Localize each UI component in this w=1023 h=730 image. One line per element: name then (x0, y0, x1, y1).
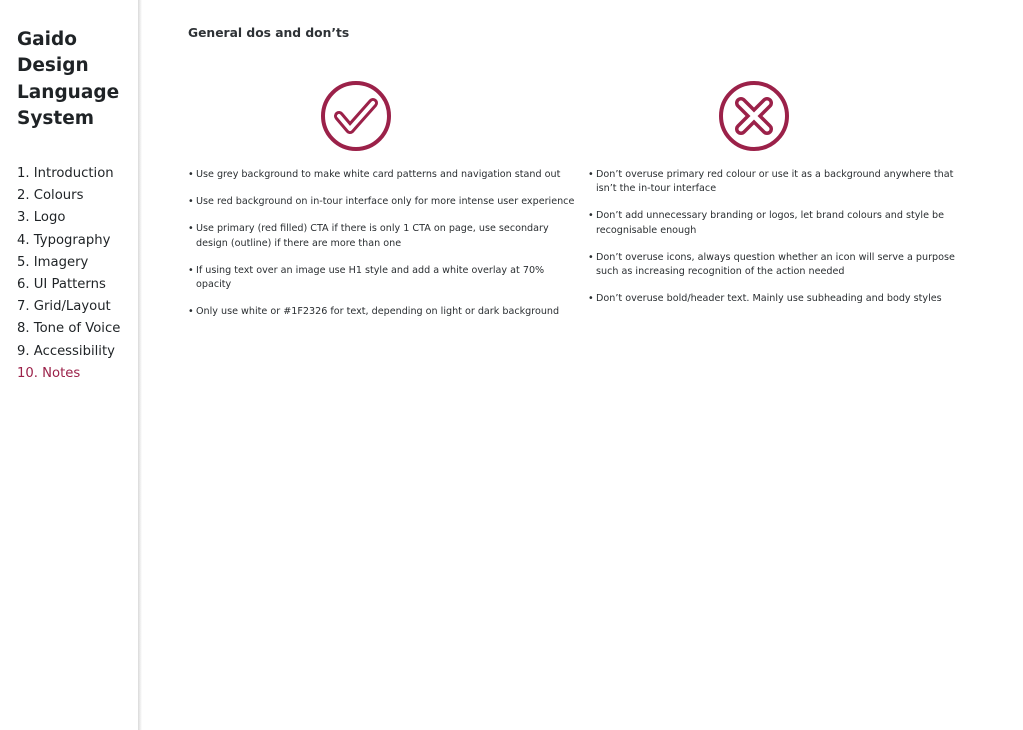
section-title: General dos and don’ts (188, 26, 350, 40)
bullet: • (588, 169, 594, 180)
bullet: • (188, 264, 194, 276)
dont-text: Don’t overuse primary red colour or use it as a background anywhere that isn’t the in-tour interface (596, 169, 954, 195)
list-item (188, 305, 576, 319)
donts-list (588, 168, 976, 319)
brand-title: Gaido Design Language System (17, 29, 120, 129)
sidebar-divider (138, 0, 142, 730)
sidebar-item-tone-of-voice[interactable]: 8. Tone of Voice (17, 321, 121, 337)
bullet: • (588, 251, 594, 263)
do-text: Use red background on in-tour interface only for more intense user experience (196, 196, 575, 208)
x-circle-icon (718, 80, 790, 152)
bullet: • (588, 293, 594, 305)
dont-text: Don’t add unnecessary branding or logos, let brand colours and style be recognisable enough (596, 210, 945, 236)
do-text: If using text over an image use H1 style and add a white overlay at 70% opacity (196, 264, 545, 291)
list-item (588, 209, 976, 237)
check-circle-icon (320, 80, 392, 152)
bullet: • (188, 223, 194, 235)
sidebar-item-typography[interactable]: 4. Typography (17, 232, 111, 248)
dont-text: Don’t overuse icons, always question whether an icon will serve a purpose such as increasing recognition of the action needed (596, 251, 955, 278)
list-item (188, 195, 576, 209)
do-text: Use primary (red filled) CTA if there is only 1 CTA on page, use secondary design (outline) if there are more than one (196, 223, 549, 249)
sidebar-item-logo[interactable]: 3. Logo (17, 210, 66, 226)
do-text: Only use white or #1F2326 for text, depending on light or dark background (196, 306, 560, 318)
dos-list (188, 168, 576, 332)
do-text: Use grey background to make white card patterns and navigation stand out (196, 169, 561, 180)
sidebar-item-imagery[interactable]: 5. Imagery (17, 254, 89, 270)
bullet: • (188, 196, 194, 208)
sidebar-item-accessibility[interactable]: 9. Accessibility (17, 343, 115, 359)
list-item (588, 168, 976, 196)
sidebar-nav (17, 163, 120, 385)
sidebar-item-colours[interactable]: 2. Colours (17, 188, 84, 204)
sidebar-item-grid-layout[interactable]: 7. Grid/Layout (17, 299, 111, 315)
sidebar-item-ui-patterns[interactable]: 6. UI Patterns (17, 277, 106, 293)
dont-text: Don’t overuse bold/header text. Mainly use subheading and body styles (596, 293, 942, 305)
list-item (188, 168, 576, 182)
main-content (188, 0, 988, 730)
list-item (588, 292, 976, 306)
bullet: • (188, 169, 194, 180)
list-item (588, 251, 976, 279)
sidebar-item-notes[interactable]: 10. Notes (17, 365, 81, 381)
list-item (188, 264, 576, 292)
bullet: • (588, 210, 594, 222)
sidebar (0, 0, 138, 730)
bullet: • (188, 306, 194, 318)
list-item (188, 222, 576, 250)
sidebar-item-introduction[interactable]: 1. Introduction (17, 166, 114, 181)
